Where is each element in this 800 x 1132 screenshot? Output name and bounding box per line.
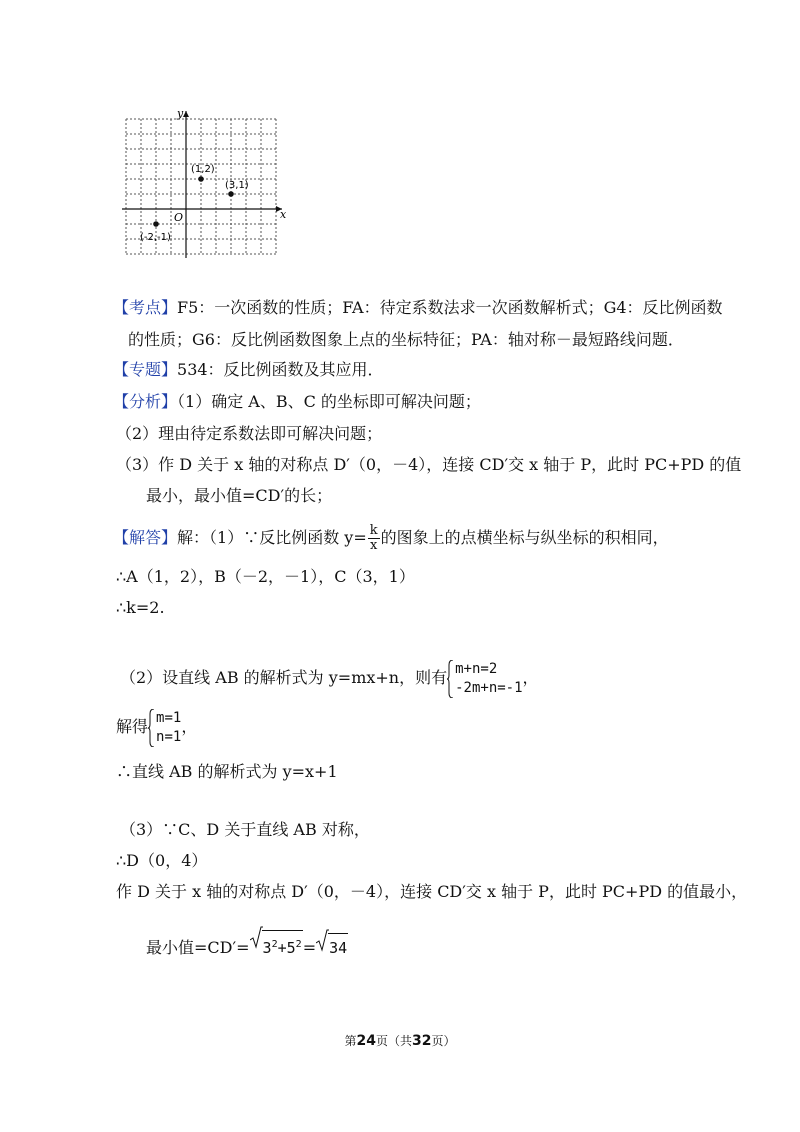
exp-2b: 2 xyxy=(295,939,302,950)
y-axis-label: y xyxy=(177,107,184,120)
data-point xyxy=(228,191,234,197)
point-label: (1,2) xyxy=(191,164,215,175)
part2-line-2 xyxy=(116,707,197,747)
radical-sign-icon xyxy=(250,926,263,950)
fenxi-tag: 【分析】 xyxy=(113,392,178,411)
zhuanti-text: 534：反比例函数及其应用． xyxy=(177,360,384,379)
kaodian-text-1: F5：一次函数的性质；FA：待定系数法求一次函数解析式；G4：反比例函数 xyxy=(177,298,723,317)
kaodian-line-2: 的性质；G6：反比例函数图象上点的坐标特征；PA：轴对称－最短路线问题． xyxy=(128,330,684,349)
fraction-numerator: k xyxy=(369,523,378,538)
equals-sign: = xyxy=(302,938,317,957)
part3-min-line xyxy=(146,930,348,960)
solution-2: n=1 xyxy=(156,728,182,745)
part2-pre: （2）设直线 AB 的解析式为 y=mx+n，则有 xyxy=(120,668,448,687)
jieda-line-1 xyxy=(113,523,669,553)
plus-sign: + xyxy=(277,939,287,957)
footer-mid: 页（共 xyxy=(375,1034,412,1048)
solution-system xyxy=(148,709,181,747)
solve-pre: 解得 xyxy=(116,717,149,736)
fenxi-line-1 xyxy=(113,392,481,412)
origin-label: O xyxy=(174,211,184,224)
part2-post: ， xyxy=(522,668,539,687)
data-point xyxy=(153,221,159,227)
solution-1: m=1 xyxy=(156,709,182,726)
base-3: 3 xyxy=(262,939,272,957)
left-brace-icon xyxy=(148,709,155,747)
kaodian-tag: 【考点】 xyxy=(113,298,178,317)
fenxi-line-3: （3）作 D 关于 x 轴的对称点 D′（0，－4），连接 CD′交 x 轴于 P，此时 PC+PD 的值 xyxy=(116,455,742,474)
radicand-34: 34 xyxy=(328,933,348,960)
coordinate-grid xyxy=(120,92,292,272)
data-point xyxy=(198,176,204,182)
equation-2: -2m+n=-1 xyxy=(455,679,523,696)
equation-1: m+n=2 xyxy=(455,660,498,677)
footer-pre: 第 xyxy=(344,1034,357,1048)
min-pre: 最小值=CD′= xyxy=(146,938,250,957)
page-footer xyxy=(0,1032,800,1049)
left-brace-icon xyxy=(447,660,454,698)
radical-1 xyxy=(250,930,303,960)
jieda-pre: 解：（1）∵反比例函数 y= xyxy=(177,528,367,547)
page-total: 32 xyxy=(412,1033,432,1049)
fenxi-line-4: 最小，最小值=CD′的长； xyxy=(146,486,333,505)
jieda-line-2: ∴A（1，2），B（－2，－1），C（3，1） xyxy=(116,567,415,586)
fraction-denominator: x xyxy=(370,538,378,553)
page-number: 24 xyxy=(356,1033,376,1049)
point-label: (-2,-1) xyxy=(140,232,171,243)
part2-conclusion: ∴直线 AB 的解析式为 y=x+1 xyxy=(116,762,338,781)
exp-2a: 2 xyxy=(271,939,278,950)
fenxi-line-2: （2）理由待定系数法即可解决问题； xyxy=(116,424,383,443)
part3-line-3: 作 D 关于 x 轴的对称点 D′（0，－4），连接 CD′交 x 轴于 P，此时 PC+PD 的值最小， xyxy=(116,882,748,901)
k-over-x-fraction xyxy=(368,524,380,553)
radical-sign-icon xyxy=(316,929,329,953)
radical-2 xyxy=(316,933,348,960)
point-label: (3,1) xyxy=(225,180,249,191)
part2-line-1 xyxy=(120,658,539,698)
x-axis-label: x xyxy=(280,208,287,221)
equation-system xyxy=(447,660,522,698)
solve-post: ， xyxy=(181,717,198,736)
jieda-tag: 【解答】 xyxy=(113,528,178,547)
zhuanti-tag: 【专题】 xyxy=(113,360,178,379)
jieda-line-3: ∴k=2. xyxy=(116,598,165,617)
part3-line-1: （3）∵C、D 关于直线 AB 对称， xyxy=(120,820,370,839)
base-5: 5 xyxy=(286,939,296,957)
kaodian-line-1 xyxy=(113,298,723,318)
y-axis-arrow-icon xyxy=(183,111,189,117)
fenxi-text-1: （1）确定 A、B、C 的坐标即可解决问题； xyxy=(177,392,481,411)
coordinate-figure xyxy=(120,92,292,272)
zhuanti-line xyxy=(113,360,384,380)
part3-line-2: ∴D（0，4） xyxy=(116,851,208,870)
footer-post: 页） xyxy=(431,1034,456,1048)
jieda-post: 的图象上的点横坐标与纵坐标的积相同， xyxy=(380,528,669,547)
